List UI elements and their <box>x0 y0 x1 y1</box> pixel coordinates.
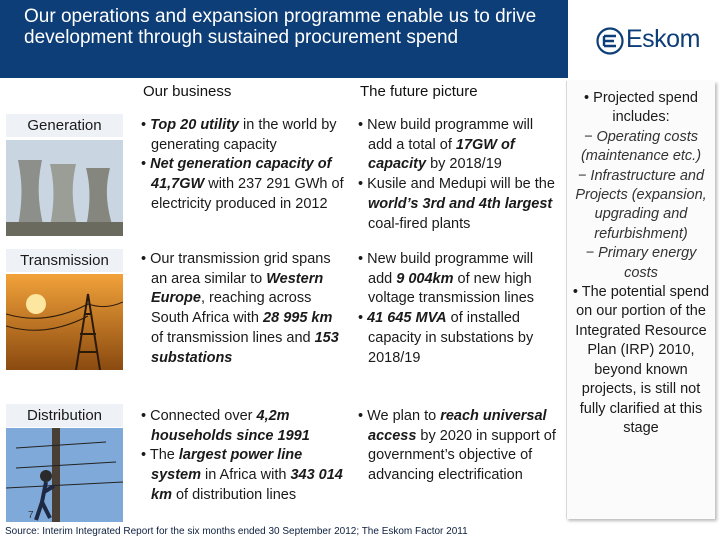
note-bullet-irp: • The potential spend on our portion of the Integrated Resource Plan (IRP) 2010, beyond known projects, is still not fully clarified at this stage <box>572 284 710 436</box>
transmission-photo <box>6 274 123 370</box>
source-note: Source: Interim Integrated Report for the six months ended 30 September 2012; The Eskom Factor 2011 <box>5 526 468 537</box>
transmission-future <box>352 250 560 368</box>
distribution-business <box>135 407 347 506</box>
distribution-business-item: • The largest power line system in Africa with 343 014 km of distribution lines <box>141 447 343 503</box>
column-heading-our-business: Our business <box>143 83 232 100</box>
generation-future-item: • New build programme will add a total of 17GW of capacity by 2018/19 <box>358 117 534 173</box>
slide-header <box>0 0 720 78</box>
column-heading-future-picture: The future picture <box>360 83 478 100</box>
page-number: 7 <box>28 510 34 521</box>
generation-photo <box>6 140 123 236</box>
eskom-logo <box>596 18 706 62</box>
transmission-future-item: • 41 645 MVA of installed capacity in substations by 2018/19 <box>358 310 534 366</box>
logo-text: Eskom <box>626 25 700 53</box>
transmission-future-item: • New build programme will add 9 004km of new high voltage transmission lines <box>358 251 535 307</box>
transmission-business-item: • Our transmission grid spans an area similar to Western Europe, reaching across South Africa with 28 995 km of transmission lines and 153 substations <box>141 251 339 366</box>
transmission-business <box>135 250 347 368</box>
generation-business-item: • Top 20 utility in the world by generating capacity <box>141 117 337 153</box>
row-label-transmission: Transmission <box>6 249 123 272</box>
spend-note-text <box>567 89 715 438</box>
generation-future <box>352 116 560 234</box>
note-bullet-projected-spend: • Projected spend includes: <box>584 90 698 126</box>
generation-business <box>135 116 347 215</box>
eskom-logo-icon <box>596 27 624 55</box>
note-sub-primary-energy: − Primary energy costs <box>585 245 697 281</box>
row-label-distribution: Distribution <box>6 404 123 427</box>
row-label-generation: Generation <box>6 114 123 137</box>
note-sub-infrastructure: − Infrastructure and Projects (expansion, upgrading and refurbishment) <box>575 167 707 242</box>
generation-business-item: • Net generation capacity of 41,7GW with 237 291 GWh of electricity produced in 2012 <box>141 156 344 212</box>
distribution-future <box>352 407 560 486</box>
distribution-photo <box>6 428 123 522</box>
distribution-business-item: • Connected over 4,2m households since 1991 <box>141 408 310 444</box>
spend-note-box <box>566 81 715 519</box>
note-sub-operating-costs: − Operating costs (maintenance etc.) <box>580 128 702 165</box>
slide-title: Our operations and expansion programme enable us to drive development through sustained procurement spend <box>24 6 537 48</box>
distribution-future-item: • We plan to reach universal access by 2020 in support of government’s objective of advancing electrification <box>358 408 556 484</box>
generation-future-item: • Kusile and Medupi will be the world’s 3rd and 4th largest coal-fired plants <box>358 176 555 232</box>
